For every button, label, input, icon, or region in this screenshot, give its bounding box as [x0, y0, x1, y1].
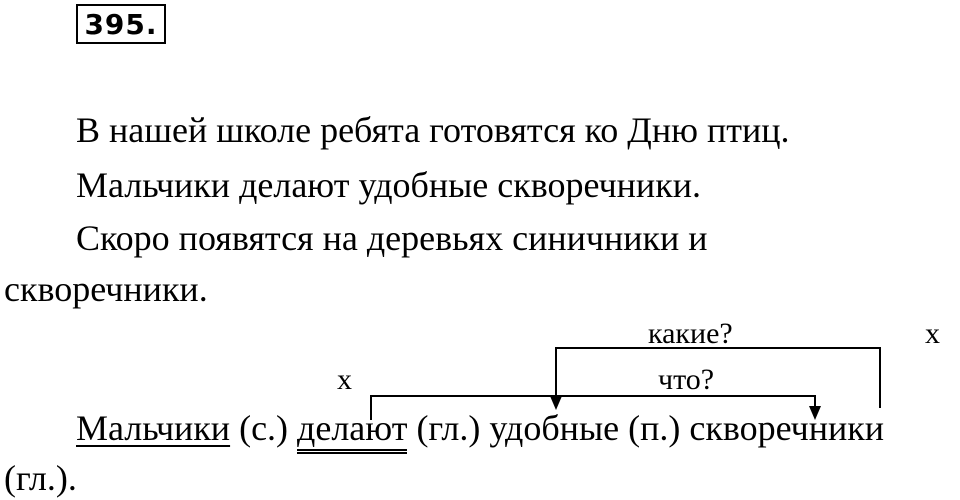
text-line-1: В нашей школе ребята готовятся ко Дню птиц. — [76, 110, 790, 150]
analysis-tail: (гл.). — [4, 458, 77, 498]
exercise-number: 395. — [76, 4, 166, 44]
text-line-3: Скоро появятся на деревьях синичники и — [76, 218, 708, 258]
subject-tag: (с.) — [230, 408, 298, 448]
question-what-kind: какие? — [648, 317, 733, 350]
predicate-word: делают — [297, 408, 407, 454]
rest-of-sentence: (гл.) удобные (п.) скворечники — [407, 408, 885, 448]
subject-word: Мальчики — [76, 408, 231, 448]
question-what: что? — [658, 363, 715, 396]
text-line-2: Мальчики делают удобные скворечники. — [76, 165, 701, 205]
x-mark-left: x — [337, 363, 352, 396]
question-what-kind-connector — [556, 348, 880, 408]
analysis-sentence — [76, 408, 884, 448]
x-mark-right: x — [925, 317, 940, 350]
text-line-4: скворечники. — [4, 269, 208, 309]
